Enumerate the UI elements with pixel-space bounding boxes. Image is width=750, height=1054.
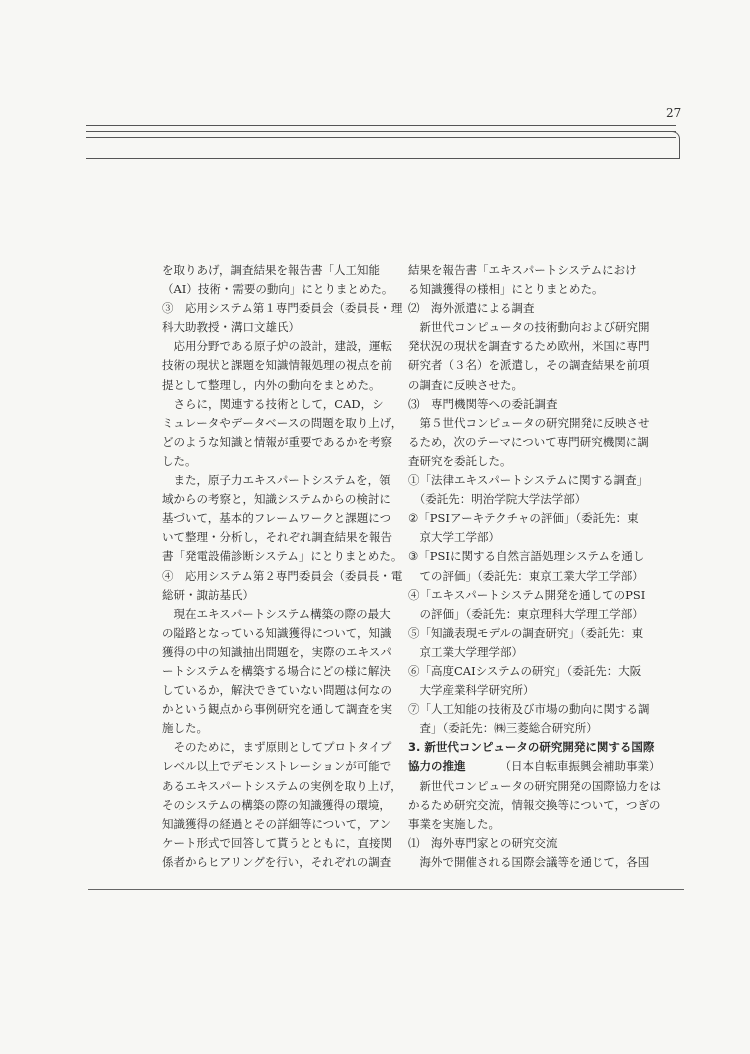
page-number: 27	[666, 106, 682, 120]
header-rule-cap	[668, 131, 680, 158]
text-line: 書「発電設備診断システム」にとりまとめた。	[162, 549, 403, 564]
header-rule	[86, 158, 680, 159]
header-rule	[86, 137, 676, 138]
text-line: そのために，まず原則としてプロトタイプ	[162, 740, 392, 755]
text-line: ⑴ 海外専門家との研究交流	[408, 835, 558, 850]
text-line: 提として整理し，内外の動向をまとめた。	[162, 377, 381, 392]
text-line: ートシステムを構築する場合にどの様に解決	[162, 663, 391, 678]
text-line: 大学産業科学研究所）	[408, 683, 535, 698]
text-line: レベル以上でデモンストレーションが可能で	[162, 759, 392, 774]
text-line: 科大助教授・溝口文雄氏）	[162, 320, 300, 335]
text-line: 現在エキスパートシステム構築の際の最大	[162, 606, 391, 621]
text-line: ⑵ 海外派遣による調査	[408, 301, 535, 316]
text-line: ケート形式で回答して貰うとともに，直接関	[162, 835, 392, 850]
text-line: 結果を報告書「エキスパートシステムにおけ	[408, 263, 637, 277]
text-line: 査研究を委託した。	[408, 453, 512, 468]
section-3-title: 3. 新世代コンピュータの研究開発に関する国際	[408, 740, 655, 755]
text-line: の調査に反映させた。	[408, 377, 523, 392]
text-line: 査」（委託先：㈱三菱総合研究所）	[408, 721, 598, 736]
text-line: ⑶ 専門機関等への委託調査	[408, 396, 558, 411]
text-line: ての評価」（委託先：東京工業大学工学部）	[408, 568, 644, 583]
text-line: ②「PSIアーキテクチャの評価」（委託先：東	[408, 511, 639, 526]
text-line: 京大学工学部）	[408, 530, 500, 545]
text-line: 第５世代コンピュータの研究開発に反映させ	[408, 415, 650, 430]
text-line: ⑦「人工知能の技術及び市場の動向に関する調	[408, 702, 650, 717]
text-line: 知識獲得の経過とその詳細等について，アン	[162, 816, 392, 831]
text-line: る知識獲得の様相」にとりまとめた。	[408, 282, 604, 297]
text-line: かという観点から事例研究を通して調査を実	[162, 702, 392, 717]
left-column	[162, 261, 407, 872]
text-line: ⑥「高度CAIシステムの研究」（委託先：大阪	[408, 663, 642, 678]
text-line: るため，次のテーマについて専門研究機関に調	[408, 434, 649, 449]
text-line: 京工業大学理学部）	[408, 644, 523, 659]
text-line: した。	[162, 453, 197, 468]
header-rule	[86, 131, 676, 132]
text-line: ③ 応用システム第１専門委員会（委員長・理	[162, 301, 403, 316]
text-line: そのシステムの構築の際の知識獲得の環境，	[162, 797, 391, 812]
text-line: どのような知識と情報が重要であるかを考察	[162, 434, 392, 449]
text-line: の評価」（委託先：東京理科大学理工学部）	[408, 606, 644, 621]
footer-rule	[88, 889, 684, 890]
text-line: さらに，関連する技術として，CAD，シ	[162, 396, 384, 411]
text-line: 研究者（３名）を派遣し，その調査結果を前項	[408, 358, 650, 373]
text-line: ①「法律エキスパートシステムに関する調査」	[408, 473, 649, 488]
text-line: ⑤「知識表現モデルの調査研究」（委託先：東	[408, 625, 644, 640]
text-line: 施した。	[162, 721, 208, 736]
text-line: 域からの考察と，知識システムからの検討に	[162, 492, 391, 507]
text-line: しているか，解決できていない問題は何なの	[162, 683, 392, 698]
text-line: 獲得の中の知識抽出問題を，実際のエキスパ	[162, 644, 392, 659]
text-line: かるため研究交流，情報交換等について，つぎの	[408, 797, 661, 812]
text-line: ④「エキスパートシステム開発を通してのPSI	[408, 587, 646, 602]
text-line: 新世代コンピュータの技術動向および研究開	[408, 320, 650, 335]
text-line: 海外で開催される国際会議等を通じて，各国	[408, 854, 650, 869]
text-line: 係者からヒアリングを行い，それぞれの調査	[162, 854, 392, 869]
text-line: また，原子力エキスパートシステムを，領	[162, 473, 391, 488]
section-3-tag: （日本自転車振興会補助事業）	[499, 759, 661, 774]
text-line: 事業を実施した。	[408, 816, 500, 831]
text-line: 総研・諏訪基氏）	[162, 587, 254, 602]
right-column	[408, 261, 684, 872]
text-line: （委託先：明治学院大学法学部）	[408, 492, 587, 507]
text-line: 基づいて，基本的フレームワークと課題につ	[162, 511, 392, 526]
text-line: ④ 応用システム第２専門委員会（委員長・電	[162, 568, 403, 583]
text-line: ミュレータやデータベースの問題を取り上げ，	[162, 415, 403, 430]
text-line: いて整理・分析し，それぞれ調査結果を報告	[162, 530, 392, 545]
text-line: あるエキスパートシステムの実例を取り上げ，	[162, 778, 402, 793]
header-rule	[86, 125, 676, 126]
text-line: の隘路となっている知識獲得について，知識	[162, 625, 392, 640]
text-line: 新世代コンピュータの研究開発の国際協力をは	[408, 778, 661, 793]
section-3-title-text: 協力の推進	[408, 759, 466, 774]
text-line: 発状況の現状を調査するため欧州，米国に専門	[408, 339, 650, 354]
text-line: 技術の現状と課題を知識情報処理の視点を前	[162, 358, 392, 373]
section-3-title-cont	[408, 757, 684, 776]
text-line: を取りあげ，調査結果を報告書「人工知能	[162, 263, 381, 277]
text-line: （AI）技術・需要の動向」にとりまとめた。	[162, 282, 394, 297]
text-line: ③「PSIに関する自然言語処理システムを通し	[408, 549, 645, 564]
text-line: 応用分野である原子炉の設計，建設，運転	[162, 339, 392, 354]
